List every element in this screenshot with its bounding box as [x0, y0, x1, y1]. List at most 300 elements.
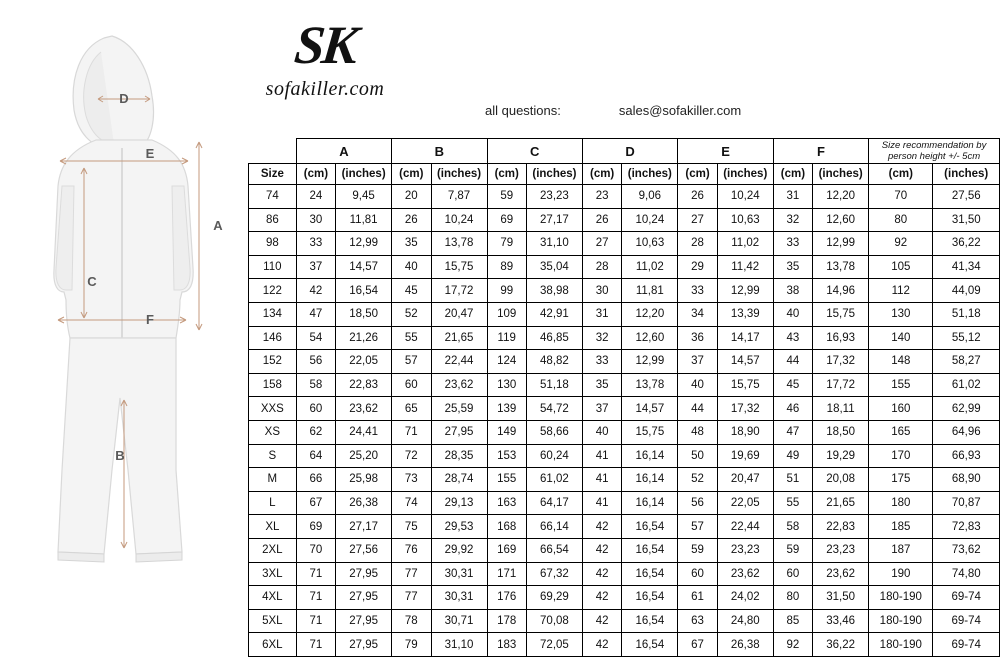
table-cell-value: 24,02 [717, 586, 773, 610]
dimension-label-F: F [146, 312, 154, 327]
table-cell-value: 79 [487, 232, 526, 256]
table-cell-value: 22,05 [717, 491, 773, 515]
table-cell-value: 16,14 [622, 468, 678, 492]
table-group-header-a: A [296, 139, 391, 164]
table-row [249, 444, 1000, 468]
table-header-inches: (inches) [336, 164, 392, 185]
table-cell-value: 72 [392, 444, 431, 468]
table-cell-value: 30,31 [431, 586, 487, 610]
table-cell-value: 14,96 [813, 279, 869, 303]
table-cell-value: 139 [487, 397, 526, 421]
table-cell-value: 15,75 [622, 420, 678, 444]
table-cell-value: 44 [678, 397, 717, 421]
table-cell-value: 41,34 [933, 255, 1000, 279]
table-cell-value: 57 [392, 350, 431, 374]
table-cell-size: XXS [249, 397, 297, 421]
table-cell-value: 47 [296, 302, 335, 326]
table-cell-value: 67 [296, 491, 335, 515]
table-cell-value: 68,90 [933, 468, 1000, 492]
table-cell-value: 42,91 [526, 302, 582, 326]
logo-wordmark: sofakiller.com [265, 78, 385, 100]
table-cell-value: 14,57 [622, 397, 678, 421]
table-row [249, 255, 1000, 279]
table-cell-value: 25,20 [336, 444, 392, 468]
table-cell-value: 27,17 [526, 208, 582, 232]
table-cell-value: 27 [582, 232, 621, 256]
table-cell-value: 27,95 [336, 633, 392, 657]
table-row [249, 538, 1000, 562]
table-cell-size: 146 [249, 326, 297, 350]
table-cell-value: 47 [773, 420, 812, 444]
table-cell-value: 59 [678, 538, 717, 562]
table-cell-value: 15,75 [717, 373, 773, 397]
table-cell-value: 26,38 [336, 491, 392, 515]
contact-row [485, 103, 741, 118]
table-cell-value: 35 [582, 373, 621, 397]
dimension-label-E: E [145, 146, 155, 161]
table-cell-value: 10,24 [622, 208, 678, 232]
table-cell-size: 2XL [249, 538, 297, 562]
table-cell-value: 73,62 [933, 538, 1000, 562]
table-cell-value: 64,17 [526, 491, 582, 515]
table-cell-value: 66 [296, 468, 335, 492]
table-cell-value: 70,87 [933, 491, 1000, 515]
table-cell-value: 180-190 [869, 633, 933, 657]
table-cell-value: 31,10 [431, 633, 487, 657]
table-cell-size: 134 [249, 302, 297, 326]
table-cell-value: 23,23 [717, 538, 773, 562]
table-row [249, 326, 1000, 350]
dimension-label-C: C [87, 274, 97, 289]
table-header-cm: (cm) [582, 164, 621, 185]
table-cell-value: 12,99 [336, 232, 392, 256]
table-cell-value: 64,96 [933, 420, 1000, 444]
table-cell-value: 28 [582, 255, 621, 279]
table-cell-value: 183 [487, 633, 526, 657]
table-cell-value: 17,72 [813, 373, 869, 397]
table-cell-value: 24,41 [336, 420, 392, 444]
table-cell-value: 61 [678, 586, 717, 610]
contact-email: sales@sofakiller.com [618, 103, 742, 118]
table-cell-value: 18,50 [813, 420, 869, 444]
table-cell-value: 171 [487, 562, 526, 586]
onesie-diagram-svg [0, 0, 248, 584]
table-cell-value: 112 [869, 279, 933, 303]
table-cell-value: 77 [392, 586, 431, 610]
table-cell-value: 105 [869, 255, 933, 279]
table-group-header-d: D [582, 139, 677, 164]
table-cell-value: 23,62 [717, 562, 773, 586]
table-cell-value: 36,22 [933, 232, 1000, 256]
table-cell-value: 16,14 [622, 491, 678, 515]
table-row [249, 633, 1000, 657]
table-cell-value: 37 [296, 255, 335, 279]
table-cell-size: XS [249, 420, 297, 444]
table-cell-value: 163 [487, 491, 526, 515]
table-cell-value: 29,53 [431, 515, 487, 539]
table-cell-value: 33 [582, 350, 621, 374]
table-cell-value: 30,71 [431, 609, 487, 633]
table-cell-value: 48,82 [526, 350, 582, 374]
table-cell-value: 66,14 [526, 515, 582, 539]
table-cell-value: 57 [678, 515, 717, 539]
table-cell-value: 27,17 [336, 515, 392, 539]
table-header-cm: (cm) [296, 164, 335, 185]
table-cell-value: 10,63 [717, 208, 773, 232]
table-cell-value: 23,62 [336, 397, 392, 421]
dimension-label-B: B [115, 448, 125, 463]
table-unit-header-row [249, 164, 1000, 185]
table-cell-value: 69 [487, 208, 526, 232]
table-cell-value: 31,10 [526, 232, 582, 256]
table-cell-value: 180 [869, 491, 933, 515]
table-cell-value: 78 [392, 609, 431, 633]
table-cell-value: 76 [392, 538, 431, 562]
table-cell-value: 92 [869, 232, 933, 256]
table-cell-value: 7,87 [431, 185, 487, 209]
table-header-inches: (inches) [526, 164, 582, 185]
table-cell-value: 9,06 [622, 185, 678, 209]
table-cell-value: 16,54 [622, 538, 678, 562]
table-cell-value: 61,02 [933, 373, 1000, 397]
table-cell-size: 5XL [249, 609, 297, 633]
table-cell-value: 11,02 [622, 255, 678, 279]
table-cell-value: 34 [678, 302, 717, 326]
table-cell-value: 63 [678, 609, 717, 633]
table-cell-size: 158 [249, 373, 297, 397]
table-cell-value: 175 [869, 468, 933, 492]
table-cell-value: 60 [678, 562, 717, 586]
table-cell-value: 59 [487, 185, 526, 209]
table-cell-value: 165 [869, 420, 933, 444]
table-cell-value: 16,54 [622, 633, 678, 657]
table-cell-value: 41 [582, 491, 621, 515]
table-cell-value: 35 [773, 255, 812, 279]
table-cell-value: 85 [773, 609, 812, 633]
garment-illustration-panel [0, 0, 248, 584]
table-cell-value: 22,83 [336, 373, 392, 397]
table-cell-value: 41 [582, 444, 621, 468]
table-row [249, 185, 1000, 209]
table-row [249, 586, 1000, 610]
table-cell-value: 67,32 [526, 562, 582, 586]
table-cell-value: 30,31 [431, 562, 487, 586]
table-cell-value: 160 [869, 397, 933, 421]
table-cell-value: 37 [582, 397, 621, 421]
table-cell-value: 67 [678, 633, 717, 657]
table-cell-value: 155 [869, 373, 933, 397]
table-cell-value: 12,60 [813, 208, 869, 232]
table-cell-value: 62,99 [933, 397, 1000, 421]
table-cell-value: 51 [773, 468, 812, 492]
table-cell-value: 51,18 [526, 373, 582, 397]
table-cell-size: L [249, 491, 297, 515]
table-cell-value: 18,11 [813, 397, 869, 421]
dimension-label-A: A [213, 218, 223, 233]
table-cell-value: 41 [582, 468, 621, 492]
table-cell-value: 38 [773, 279, 812, 303]
table-cell-value: 27,95 [336, 609, 392, 633]
table-cell-value: 71 [296, 609, 335, 633]
table-cell-value: 27 [678, 208, 717, 232]
table-cell-value: 31 [773, 185, 812, 209]
table-cell-value: 149 [487, 420, 526, 444]
table-cell-value: 69-74 [933, 586, 1000, 610]
table-cell-value: 16,54 [622, 609, 678, 633]
table-cell-value: 58 [773, 515, 812, 539]
table-cell-value: 58,27 [933, 350, 1000, 374]
table-cell-value: 19,29 [813, 444, 869, 468]
table-header-inches: (inches) [717, 164, 773, 185]
table-cell-value: 27,56 [933, 185, 1000, 209]
table-cell-value: 25,59 [431, 397, 487, 421]
table-cell-value: 37 [678, 350, 717, 374]
table-cell-value: 40 [678, 373, 717, 397]
table-cell-value: 15,75 [813, 302, 869, 326]
table-cell-value: 16,14 [622, 444, 678, 468]
table-cell-value: 56 [296, 350, 335, 374]
table-cell-value: 45 [392, 279, 431, 303]
table-cell-value: 40 [582, 420, 621, 444]
brand-logo [255, 15, 395, 101]
table-cell-value: 36,22 [813, 633, 869, 657]
table-cell-value: 20,47 [717, 468, 773, 492]
table-cell-value: 24 [296, 185, 335, 209]
table-cell-value: 58,66 [526, 420, 582, 444]
table-cell-value: 13,78 [813, 255, 869, 279]
table-row [249, 397, 1000, 421]
table-cell-value: 23,23 [813, 538, 869, 562]
table-cell-value: 62 [296, 420, 335, 444]
table-cell-value: 36 [678, 326, 717, 350]
table-cell-size: S [249, 444, 297, 468]
table-cell-value: 69 [296, 515, 335, 539]
contact-label: all questions: [485, 103, 561, 118]
table-cell-value: 21,65 [431, 326, 487, 350]
table-cell-value: 42 [296, 279, 335, 303]
table-cell-value: 16,54 [336, 279, 392, 303]
table-cell-value: 80 [773, 586, 812, 610]
size-chart-container [248, 138, 1000, 657]
table-cell-size: M [249, 468, 297, 492]
table-cell-value: 29,92 [431, 538, 487, 562]
table-cell-value: 31,50 [933, 208, 1000, 232]
table-cell-value: 23,23 [526, 185, 582, 209]
table-cell-value: 49 [773, 444, 812, 468]
table-cell-value: 27,95 [336, 586, 392, 610]
table-cell-value: 109 [487, 302, 526, 326]
table-cell-value: 73 [392, 468, 431, 492]
table-cell-value: 70,08 [526, 609, 582, 633]
table-cell-value: 28,35 [431, 444, 487, 468]
table-cell-value: 58 [296, 373, 335, 397]
table-cell-size: 4XL [249, 586, 297, 610]
table-cell-value: 148 [869, 350, 933, 374]
table-cell-value: 30 [582, 279, 621, 303]
table-cell-value: 51,18 [933, 302, 1000, 326]
table-cell-value: 44 [773, 350, 812, 374]
table-row [249, 208, 1000, 232]
table-cell-value: 72,05 [526, 633, 582, 657]
table-row [249, 373, 1000, 397]
table-cell-value: 23,62 [813, 562, 869, 586]
table-cell-value: 178 [487, 609, 526, 633]
logo-mark-icon: SK [291, 15, 359, 75]
table-cell-value: 23,62 [431, 373, 487, 397]
table-cell-value: 17,32 [813, 350, 869, 374]
table-cell-value: 52 [392, 302, 431, 326]
table-cell-value: 70 [869, 185, 933, 209]
table-header-size: Size [249, 164, 297, 185]
table-cell-value: 187 [869, 538, 933, 562]
table-cell-value: 18,50 [336, 302, 392, 326]
table-cell-value: 71 [392, 420, 431, 444]
table-cell-value: 54 [296, 326, 335, 350]
table-cell-value: 33,46 [813, 609, 869, 633]
table-cell-value: 27,56 [336, 538, 392, 562]
table-cell-value: 23 [582, 185, 621, 209]
table-cell-value: 44,09 [933, 279, 1000, 303]
table-group-header-f: F [773, 139, 868, 164]
table-cell-size: 3XL [249, 562, 297, 586]
table-cell-value: 43 [773, 326, 812, 350]
table-row [249, 350, 1000, 374]
table-row [249, 468, 1000, 492]
table-row [249, 515, 1000, 539]
table-cell-value: 11,02 [717, 232, 773, 256]
table-cell-value: 71 [296, 586, 335, 610]
table-cell-value: 40 [392, 255, 431, 279]
table-header-inches: (inches) [622, 164, 678, 185]
table-cell-value: 33 [678, 279, 717, 303]
table-cell-value: 33 [296, 232, 335, 256]
table-cell-value: 26 [678, 185, 717, 209]
table-cell-value: 12,60 [622, 326, 678, 350]
table-cell-value: 12,99 [622, 350, 678, 374]
table-cell-value: 35,04 [526, 255, 582, 279]
size-chart-table [248, 138, 1000, 657]
table-cell-value: 46 [773, 397, 812, 421]
table-cell-value: 71 [296, 562, 335, 586]
table-cell-value: 16,54 [622, 515, 678, 539]
table-cell-value: 89 [487, 255, 526, 279]
table-cell-value: 12,99 [813, 232, 869, 256]
table-cell-value: 10,24 [431, 208, 487, 232]
table-cell-value: 55,12 [933, 326, 1000, 350]
table-cell-value: 13,78 [622, 373, 678, 397]
table-cell-value: 18,90 [717, 420, 773, 444]
table-cell-value: 77 [392, 562, 431, 586]
table-cell-value: 99 [487, 279, 526, 303]
table-cell-value: 26 [582, 208, 621, 232]
table-cell-size: 110 [249, 255, 297, 279]
table-cell-value: 42 [582, 586, 621, 610]
table-row [249, 232, 1000, 256]
table-cell-value: 12,20 [813, 185, 869, 209]
table-cell-value: 153 [487, 444, 526, 468]
table-cell-value: 180-190 [869, 609, 933, 633]
table-cell-value: 66,54 [526, 538, 582, 562]
table-cell-value: 180-190 [869, 586, 933, 610]
table-cell-value: 31 [582, 302, 621, 326]
table-cell-value: 27,95 [336, 562, 392, 586]
table-cell-value: 21,26 [336, 326, 392, 350]
table-cell-value: 54,72 [526, 397, 582, 421]
table-cell-value: 56 [678, 491, 717, 515]
table-row [249, 491, 1000, 515]
table-cell-value: 11,81 [336, 208, 392, 232]
table-cell-value: 46,85 [526, 326, 582, 350]
table-cell-value: 22,83 [813, 515, 869, 539]
table-cell-value: 60 [392, 373, 431, 397]
table-row [249, 609, 1000, 633]
table-cell-value: 14,57 [717, 350, 773, 374]
table-cell-value: 176 [487, 586, 526, 610]
table-cell-value: 16,54 [622, 562, 678, 586]
table-group-header-c: C [487, 139, 582, 164]
table-cell-value: 69-74 [933, 633, 1000, 657]
table-cell-value: 16,93 [813, 326, 869, 350]
table-cell-value: 130 [869, 302, 933, 326]
table-cell-value: 14,57 [336, 255, 392, 279]
table-cell-value: 11,42 [717, 255, 773, 279]
table-corner-cell [249, 139, 297, 164]
table-row [249, 420, 1000, 444]
table-cell-value: 70 [296, 538, 335, 562]
table-cell-value: 50 [678, 444, 717, 468]
table-cell-value: 59 [773, 538, 812, 562]
table-cell-value: 190 [869, 562, 933, 586]
table-cell-size: 86 [249, 208, 297, 232]
table-header-inches: (inches) [431, 164, 487, 185]
table-cell-size: 74 [249, 185, 297, 209]
table-cell-value: 168 [487, 515, 526, 539]
table-header-inches: (inches) [933, 164, 1000, 185]
table-cell-value: 48 [678, 420, 717, 444]
table-cell-value: 9,45 [336, 185, 392, 209]
table-cell-value: 38,98 [526, 279, 582, 303]
table-cell-value: 42 [582, 562, 621, 586]
table-cell-value: 170 [869, 444, 933, 468]
table-cell-value: 13,78 [431, 232, 487, 256]
table-cell-value: 17,72 [431, 279, 487, 303]
table-cell-value: 61,02 [526, 468, 582, 492]
table-cell-value: 11,81 [622, 279, 678, 303]
table-header-cm: (cm) [678, 164, 717, 185]
table-header-cm: (cm) [487, 164, 526, 185]
table-cell-value: 42 [582, 633, 621, 657]
table-cell-value: 20,08 [813, 468, 869, 492]
table-cell-value: 124 [487, 350, 526, 374]
table-cell-value: 31,50 [813, 586, 869, 610]
table-cell-value: 19,69 [717, 444, 773, 468]
table-cell-value: 13,39 [717, 302, 773, 326]
table-cell-value: 80 [869, 208, 933, 232]
dimension-label-D: D [119, 91, 129, 106]
table-cell-value: 26 [392, 208, 431, 232]
table-cell-value: 64 [296, 444, 335, 468]
table-row [249, 302, 1000, 326]
table-cell-value: 20 [392, 185, 431, 209]
table-cell-value: 35 [392, 232, 431, 256]
table-cell-value: 32 [582, 326, 621, 350]
table-group-header-e: E [678, 139, 773, 164]
table-row [249, 279, 1000, 303]
table-cell-value: 28,74 [431, 468, 487, 492]
table-cell-value: 66,93 [933, 444, 1000, 468]
table-cell-value: 74,80 [933, 562, 1000, 586]
table-cell-value: 29 [678, 255, 717, 279]
